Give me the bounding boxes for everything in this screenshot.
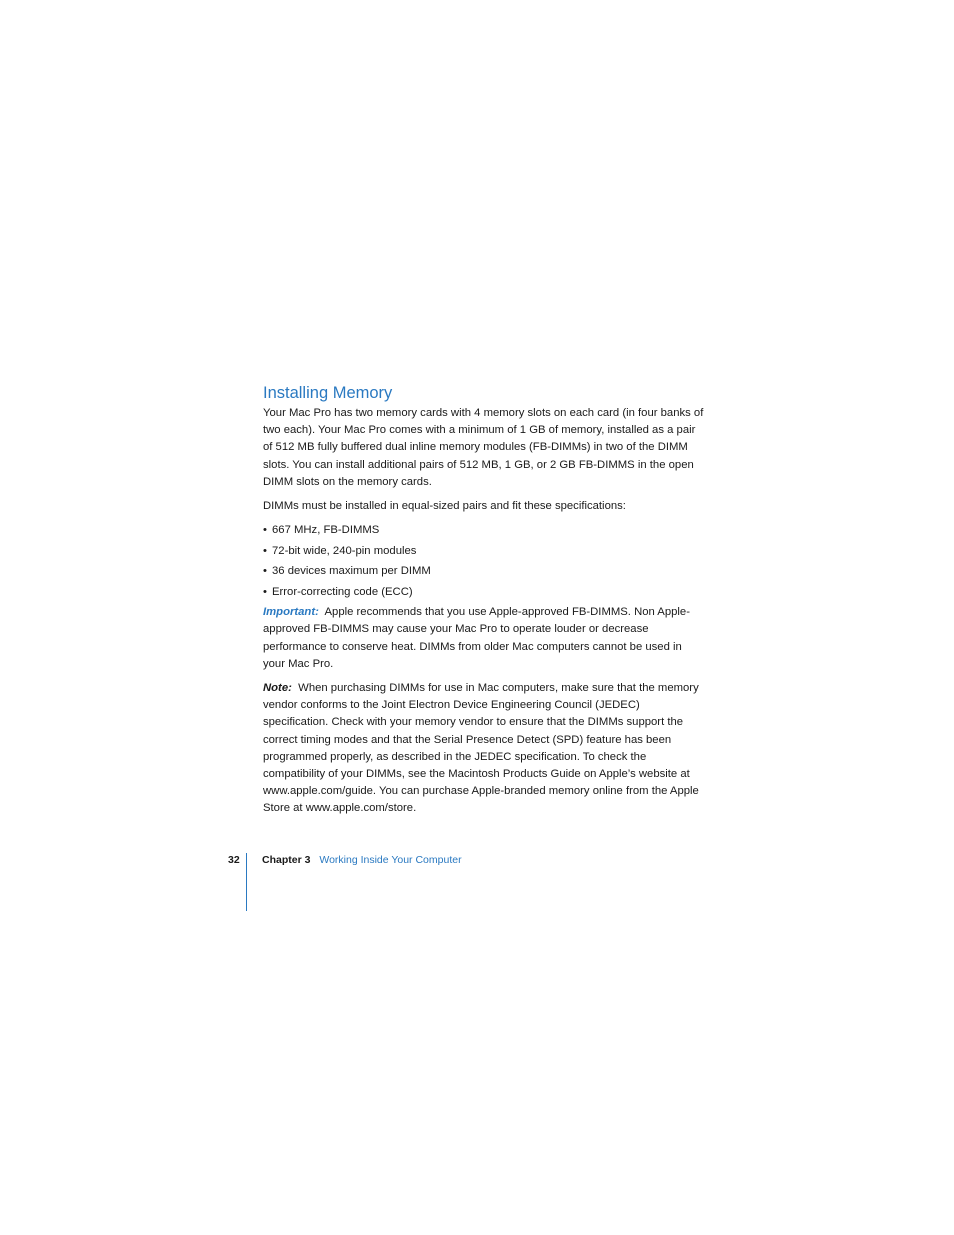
intro-paragraph: Your Mac Pro has two memory cards with 4 memory slots on each card (in four banks of two each). Your Mac Pro comes with a minimum of 1 GB of memory, installed as a pair of 512 MB fully buffered dual inline memory modules (FB-DIMMs) in two of the DIMM slots. You can install additional pairs of 512 MB, 1 GB, or 2 GB FB-DIMMS in the open DIMM slots on the memory cards. — [263, 407, 704, 488]
spec-text: 667 MHz, FB-DIMMS — [272, 524, 380, 537]
footer-divider — [246, 853, 247, 911]
list-item — [263, 522, 705, 539]
note-paragraph — [263, 680, 705, 818]
chapter-label: Chapter 3 — [262, 854, 311, 866]
spec-text: Error-correcting code (ECC) — [272, 585, 413, 598]
page-content — [263, 382, 705, 825]
chapter-title: Working Inside Your Computer — [319, 854, 462, 866]
list-item — [263, 543, 705, 560]
spec-text: 72-bit wide, 240-pin modules — [272, 544, 417, 557]
bullet: • — [263, 565, 267, 578]
specs-intro-paragraph: DIMMs must be installed in equal-sized pairs and fit these specifications: — [263, 500, 626, 513]
running-footer — [262, 852, 462, 868]
bullet: • — [263, 524, 267, 537]
spec-text: 36 devices maximum per DIMM — [272, 565, 431, 578]
note-text: When purchasing DIMMs for use in Mac computers, make sure that the memory vendor conforms to the Joint Electron Device Engineering Council (JEDEC) specification. Check with your memory vendor to ensure that the DIMMs support the correct timing modes and that the Serial Presence Detect (SPD) feature has been programmed properly, as described in the JEDEC specification. To check the compatibility of your DIMMs, see the Macintosh Products Guide on Apple’s website at www.apple.com/guide. You can purchase Apple-branded memory online from the Apple Store at www.apple.com/store. — [263, 682, 699, 815]
bullet: • — [263, 585, 267, 598]
important-text: Apple recommends that you use Apple-approved FB-DIMMS. Non Apple-approved FB-DIMMS may cause your Mac Pro to operate louder or decrease performance to conserve heat. DIMMs from older Mac computers cannot be used in your Mac Pro. — [263, 606, 690, 670]
important-paragraph — [263, 604, 705, 673]
specs-list — [263, 522, 705, 601]
page-number: 32 — [228, 854, 240, 866]
note-label: Note: — [263, 682, 292, 695]
important-label: Important: — [263, 606, 319, 619]
list-item — [263, 584, 705, 601]
bullet: • — [263, 544, 267, 557]
section-title: Installing Memory — [263, 384, 393, 402]
list-item — [263, 563, 705, 580]
